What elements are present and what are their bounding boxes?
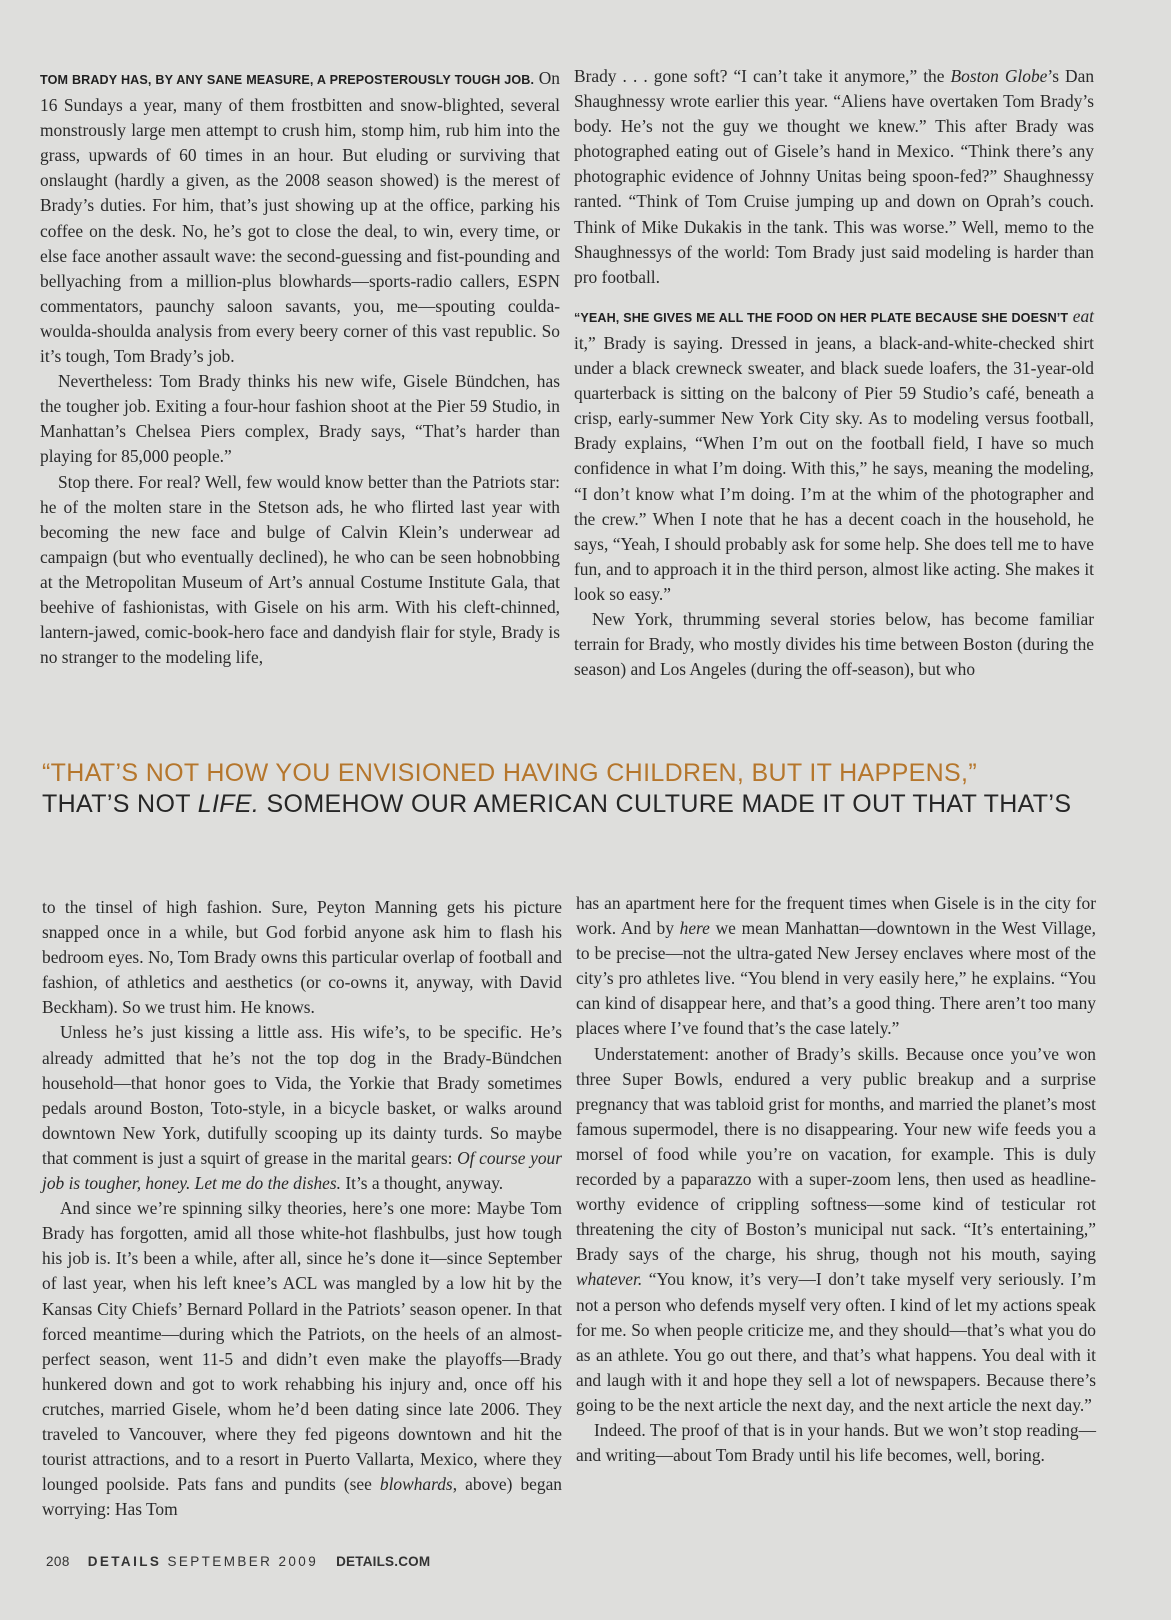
paragraph-text: And since we’re spinning silky theories, here’s one more: Maybe Tom Brady has forgotten, amid all those white-hot flashbulbs, just how tough his job is. It’s been a while, after all, since he’s done it—since September of last year, when his left knee’s ACL was mangled by a low hit by the Kansas City Chiefs’ Bernard Pollard in the Patriots’ season opener. In that forced meantime—during which the Patriots, on the heels of an almost-perfect season, went 11-5 and didn’t even make the playoffs—Brady hunkered down and got to work rehabbing his injury and, once off his crutches, married Gisele, whom he’d been dating since late 2006. They traveled to Vancouver, where they fed pigeons downtown and hit the tourist attractions, and to a resort in Puerto Vallarta, Mexico, where they lounged poolside. Pats fans and pundits (see [42,1198,562,1495]
page-footer [46,1554,430,1569]
paragraph: New York, thrumming several stories below, has become familiar terrain for Brady, who mostly divides his time between Boston (during the season) and Los Angeles (during the off-season), but who [574,608,1094,680]
website-link: DETAILS.COM [336,1554,431,1569]
paragraph-text: Unless he’s just kissing a little ass. His wife’s, to be specific. He’s already admitted that he’s not the top dog in the Brady-Bündchen household—that honor goes to Vida, the Yorkie that Brady sometimes pedals around Boston, Toto-style, in a bicycle basket, or walks around downtown New York, dutifully scooping up its dainty turds. So maybe that comment is just a squirt of grease in the marital gears: [42,1022,562,1168]
paragraph: Stop there. For real? Well, few would know better than the Patriots star: he of the molten stare in the Stetson ads, he who flirted last year with becoming the new face and bulge of Calvin Klein’s underwear ad campaign (but who eventually declined), he who can be seen hobnobbing at the Metropolitan Museum of Art’s annual Costume Institute Gala, that beehive of fashionistas, with Gisele on his arm. With his cleft-chinned, lantern-jawed, comic-book-hero face and dandyish flair for style, Brady is no stranger to the modeling life, [40,471,560,668]
emphasis: eat [1068,305,1094,326]
paragraph-text: Understatement: another of Brady’s skills. Because once you’ve won three Super Bowls, endured a very public breakup and a surprise pregnancy that was tabloid grist for months, and married the planet’s most famous supermodel, there is no disappearing. Your new wife feeds you a morsel of food while you’re on vacation, for example. This is duly recorded by a paparazzo with a super-zoom lens, then used as headline-worthy evidence of crippling softness—some kind of testicular rot threatening the city of Boston’s municipal nut sack. “It’s entertaining,” Brady says of the charge, his shrug, though not his mouth, saying [576,1043,1096,1265]
paragraph [574,64,1094,290]
paragraph-text: On 16 Sundays a year, many of them frostbitten and snow-blighted, several monstrously large men attempt to crush him, stomp him, rub him into the grass, upwards of 60 times in an hour. But eluding or surviving that onslaught (hardly a given, as the 2008 season showed) is the merest of Brady’s duties. For him, that’s just showing up at the office, parking his coffee on the desk. No, he’s got to close the deal, to win, every time, or else face another assault wave: the second-guessing and fist-pounding and bellyaching from a million-plus blowhards—sports-radio callers, ESPN commentators, paunchy saloon savants, you, me—spouting coulda-woulda-shoulda analysis from every beery corner of this vast republic. So it’s tough, Tom Brady’s job. [40,68,560,367]
paragraph-text: It’s a thought, anyway. [341,1173,504,1194]
emphasis: here [679,918,710,939]
pull-quote-text: THAT’S NOT [42,790,198,818]
paragraph [42,1196,562,1522]
paragraph: to the tinsel of high fashion. Sure, Peyton Manning gets his picture snapped once in a while, but God forbid anyone ask him to flash his bedroom eyes. No, Tom Brady owns this particular overlap of football and fashion, of athletics and aesthetics (or co-owns it, anyway, with David Beckham). So we trust him. He knows. [42,897,562,1018]
paragraph [576,1042,1096,1418]
paragraph [574,304,1094,607]
paragraph-text: ’s Dan Shaughnessy wrote earlier this year. “Aliens have overtaken Tom Brady’s body. He’s not the guy we thought we knew.” This after Brady was photographed eating out of Gisele’s hand in Mexico. “Think there’s any photographic evidence of Johnny Unitas being spoon-fed?” Shaughnessy ranted. “Think of Tom Cruise jumping up and down on Oprah’s couch. Think of Mike Dukakis in the tank. This was worse.” Well, memo to the Shaughnessys of the world: Tom Brady just said modeling is harder than pro football. [574,66,1095,287]
article-column-3 [42,895,562,1522]
pull-quote-emphasis: LIFE. [197,790,260,818]
article-column-4 [576,891,1096,1468]
pull-quote-line-1: “THAT’S NOT HOW YOU ENVISIONED HAVING CHILDREN, BUT IT HAPPENS,” [42,759,978,787]
paragraph: Nevertheless: Tom Brady thinks his new wife, Gisele Bündchen, has the tougher job. Exiting a four-hour fashion shoot at the Pier 59 Studio, in Manhattan’s Chelsea Piers complex, Brady says, “That’s harder than playing for 85,000 people.” [40,371,560,467]
emphasis: Of course your job is tougher, honey. Let me do the dishes. [42,1147,563,1194]
paragraph-text: has an apartment here for the frequent times when Gisele is in the city for work. And by [576,893,1096,939]
magazine-name: DETAILS [87,1554,162,1569]
pull-quote [42,758,1142,820]
paragraph-text: , above) began worrying: Has Tom [42,1474,562,1520]
paragraph-text: “You know, it’s very—I don’t take myself very seriously. I’m not a person who defends myself very often. I kind of let my actions speak for me. So when people criticize me, and they should—that’s what you do as an athlete. You go out there, and that’s what happens. You deal with it and laugh with it and hope they sell a lot of newspapers. Because there’s going to be the next article the next day, and the next article the next day.” [576,1269,1096,1415]
paragraph [40,66,560,369]
paragraph [42,1020,562,1196]
article-column-1 [40,66,560,670]
issue-date: SEPTEMBER 2009 [161,1554,319,1569]
page-number: 208 [46,1554,70,1569]
publication-name: Boston Globe [950,66,1048,86]
article-column-2 [574,64,1094,682]
paragraph-text: Brady . . . gone soft? “I can’t take it anymore,” the [574,66,951,86]
lead-in: TOM BRADY HAS, BY ANY SANE MEASURE, A PREPOSTEROUSLY TOUGH JOB. [40,73,535,87]
pull-quote-line-2 [42,789,1142,820]
paragraph-text: we mean Manhattan—downtown in the West Village, to be precise—not the ultra-gated New Jersey enclaves where most of the city’s pro athletes live. “You blend in very easily here,” he explains. “You can kind of disappear here, and that’s a good thing. There aren’t too many places where I’ve found that’s the case lately.” [576,918,1097,1039]
pull-quote-text: SOMEHOW OUR AMERICAN CULTURE MADE IT OUT THAT THAT’S [259,790,1072,818]
paragraph-text: it,” Brady is saying. Dressed in jeans, a black-and-white-checked shirt under a black crewneck sweater, and black suede loafers, the 31-year-old quarterback is sitting on the balcony of Pier 59 Studio’s café, beneath a crisp, early-summer New York City sky. As to modeling versus football, Brady explains, “When I’m out on the football field, I have so much confidence in what I’m doing. With this,” he says, meaning the modeling, “I don’t know what I’m doing. I’m at the whim of the photographer and the crew.” When I note that he has a decent coach in the household, he says, “Yeah, I should probably ask for some help. She does tell me to have fun, and to approach it in the third person, almost like acting. She makes it look so easy.” [574,332,1094,604]
paragraph [576,891,1096,1042]
paragraph: Indeed. The proof of that is in your hands. But we won’t stop reading—and writing—about Tom Brady until his life becomes, well, boring. [576,1419,1096,1466]
emphasis: blowhards [379,1474,453,1495]
lead-in: “YEAH, SHE GIVES ME ALL THE FOOD ON HER PLATE BECAUSE SHE DOESN’T [574,310,1069,325]
emphasis: whatever. [576,1269,643,1290]
